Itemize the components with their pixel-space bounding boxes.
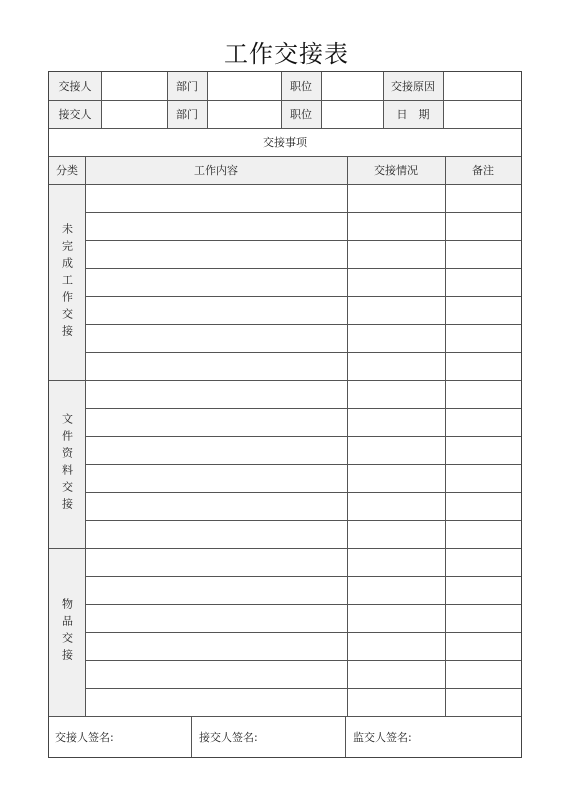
- category-items: [49, 548, 85, 716]
- work-content-cell[interactable]: [85, 324, 347, 352]
- header-status: 交接情况: [347, 156, 445, 184]
- grid-line: [49, 156, 521, 157]
- handover-status-cell[interactable]: [347, 604, 445, 632]
- handover-status-cell[interactable]: [347, 492, 445, 520]
- position-field-2[interactable]: [321, 100, 383, 128]
- grid-line: [443, 72, 444, 128]
- header-category: 分类: [49, 156, 85, 184]
- grid-line: [49, 128, 521, 129]
- row-divider: [85, 352, 521, 353]
- row-divider: [85, 632, 521, 633]
- work-content-cell[interactable]: [85, 436, 347, 464]
- label-date: 日 期: [383, 100, 443, 128]
- grid-line: [281, 72, 282, 128]
- work-content-cell[interactable]: [85, 184, 347, 212]
- handover-status-cell[interactable]: [347, 436, 445, 464]
- work-content-cell[interactable]: [85, 548, 347, 576]
- work-content-cell[interactable]: [85, 296, 347, 324]
- row-divider: [85, 408, 521, 409]
- handover-status-cell[interactable]: [347, 184, 445, 212]
- work-content-cell[interactable]: [85, 240, 347, 268]
- row-divider: [85, 492, 521, 493]
- grid-line: [167, 72, 168, 128]
- handover-status-cell[interactable]: [347, 548, 445, 576]
- label-handover-reason: 交接原因: [383, 72, 443, 100]
- label-position-2: 职位: [281, 100, 321, 128]
- section-title: 交接事项: [263, 136, 307, 149]
- work-content-cell[interactable]: [85, 492, 347, 520]
- department-field-1[interactable]: [207, 72, 281, 100]
- notes-cell[interactable]: [445, 380, 521, 408]
- work-content-cell[interactable]: [85, 212, 347, 240]
- signature-receiver-label: 接交人签名:: [199, 730, 258, 744]
- work-content-cell[interactable]: [85, 268, 347, 296]
- label-position-1: 职位: [281, 72, 321, 100]
- notes-cell[interactable]: [445, 660, 521, 688]
- row-divider: [85, 604, 521, 605]
- page-title: 工作交接表: [224, 40, 349, 68]
- label-department-2: 部门: [167, 100, 207, 128]
- row-divider: [85, 660, 521, 661]
- handover-status-cell[interactable]: [347, 240, 445, 268]
- handover-status-cell[interactable]: [347, 408, 445, 436]
- work-content-cell[interactable]: [85, 660, 347, 688]
- work-content-cell[interactable]: [85, 576, 347, 604]
- signature-supervisor[interactable]: [353, 716, 513, 757]
- grid-line: [321, 72, 322, 128]
- handover-status-cell[interactable]: [347, 576, 445, 604]
- notes-cell[interactable]: [445, 268, 521, 296]
- label-receiver: 接交人: [49, 100, 101, 128]
- handover-status-cell[interactable]: [347, 520, 445, 548]
- signature-supervisor-label: 监交人签名:: [353, 730, 412, 744]
- category-unfinished-work: [49, 184, 85, 380]
- notes-cell[interactable]: [445, 408, 521, 436]
- notes-cell[interactable]: [445, 548, 521, 576]
- row-divider: [85, 436, 521, 437]
- row-divider: [85, 576, 521, 577]
- work-content-cell[interactable]: [85, 352, 347, 380]
- row-divider: [85, 324, 521, 325]
- grid-line: [345, 716, 346, 757]
- work-content-cell[interactable]: [85, 464, 347, 492]
- grid-line: [191, 716, 192, 757]
- work-content-cell[interactable]: [85, 380, 347, 408]
- notes-cell[interactable]: [445, 688, 521, 716]
- notes-cell[interactable]: [445, 240, 521, 268]
- receiver-field[interactable]: [101, 100, 167, 128]
- notes-cell[interactable]: [445, 296, 521, 324]
- header-content: 工作内容: [85, 156, 347, 184]
- signature-handover[interactable]: [55, 716, 189, 757]
- notes-cell[interactable]: [445, 604, 521, 632]
- row-divider: [85, 296, 521, 297]
- header-notes: 备注: [445, 156, 521, 184]
- handover-status-cell[interactable]: [347, 380, 445, 408]
- department-field-2[interactable]: [207, 100, 281, 128]
- notes-cell[interactable]: [445, 520, 521, 548]
- handover-status-cell[interactable]: [347, 268, 445, 296]
- grid-line: [49, 100, 521, 101]
- notes-cell[interactable]: [445, 492, 521, 520]
- row-divider: [85, 268, 521, 269]
- handover-reason-field[interactable]: [443, 72, 521, 100]
- notes-cell[interactable]: [445, 464, 521, 492]
- handover-status-cell[interactable]: [347, 324, 445, 352]
- notes-cell[interactable]: [445, 436, 521, 464]
- handover-form: [48, 71, 522, 758]
- handover-status-cell[interactable]: [347, 632, 445, 660]
- work-content-cell[interactable]: [85, 520, 347, 548]
- notes-cell[interactable]: [445, 324, 521, 352]
- category-label: 文件资料交接: [60, 413, 74, 515]
- position-field-1[interactable]: [321, 72, 383, 100]
- handover-status-cell[interactable]: [347, 660, 445, 688]
- notes-cell[interactable]: [445, 352, 521, 380]
- work-content-cell[interactable]: [85, 632, 347, 660]
- row-divider: [85, 688, 521, 689]
- category-label: 物品交接: [60, 598, 74, 666]
- row-divider: [85, 212, 521, 213]
- label-department-1: 部门: [167, 72, 207, 100]
- handover-person-field[interactable]: [101, 72, 167, 100]
- notes-cell[interactable]: [445, 184, 521, 212]
- work-content-cell[interactable]: [85, 408, 347, 436]
- grid-line: [383, 72, 384, 128]
- work-content-cell[interactable]: [85, 604, 347, 632]
- handover-status-cell[interactable]: [347, 464, 445, 492]
- notes-cell[interactable]: [445, 212, 521, 240]
- notes-cell[interactable]: [445, 576, 521, 604]
- date-field[interactable]: [443, 100, 521, 128]
- handover-status-cell[interactable]: [347, 296, 445, 324]
- notes-cell[interactable]: [445, 632, 521, 660]
- handover-status-cell[interactable]: [347, 688, 445, 716]
- handover-status-cell[interactable]: [347, 352, 445, 380]
- grid-line: [49, 716, 521, 717]
- category-documents: [49, 380, 85, 548]
- grid-line: [207, 72, 208, 128]
- grid-line: [101, 72, 102, 128]
- category-label: 未完成工作交接: [60, 222, 74, 342]
- signature-handover-label: 交接人签名:: [55, 730, 114, 744]
- handover-status-cell[interactable]: [347, 212, 445, 240]
- signature-receiver[interactable]: [199, 716, 339, 757]
- work-content-cell[interactable]: [85, 688, 347, 716]
- row-divider: [85, 464, 521, 465]
- label-handover-person: 交接人: [49, 72, 101, 100]
- row-divider: [85, 520, 521, 521]
- row-divider: [85, 240, 521, 241]
